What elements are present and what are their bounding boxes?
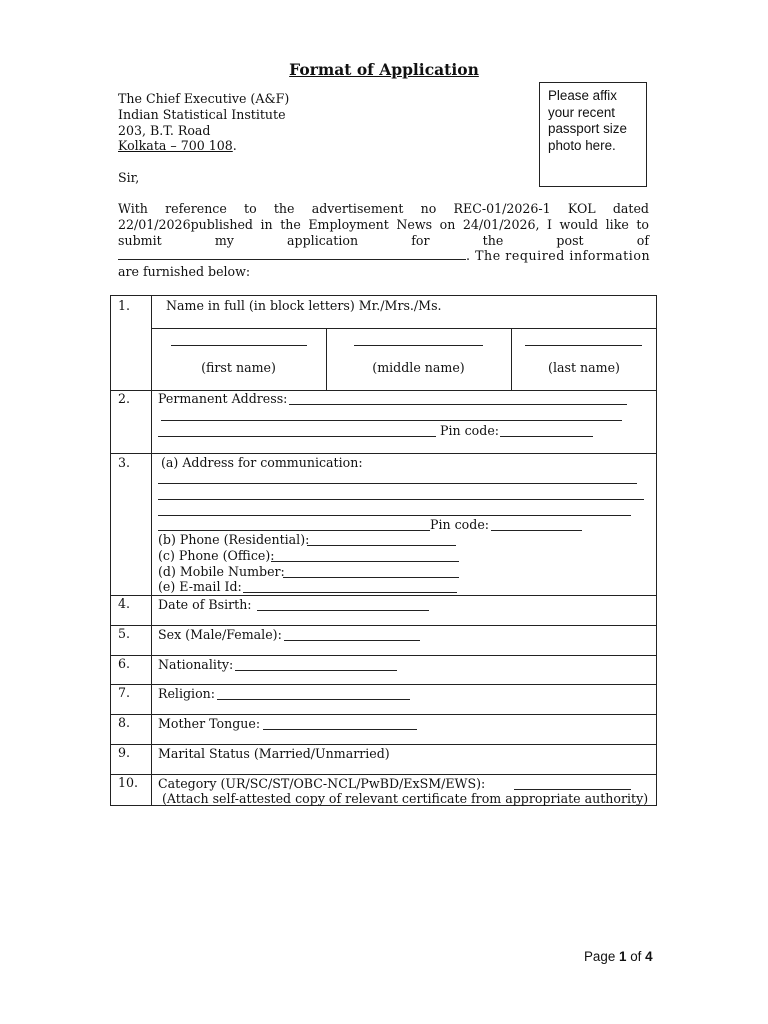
row-number: 7. bbox=[118, 685, 131, 700]
sex-input[interactable] bbox=[284, 628, 420, 641]
communication-address-label: (a) Address for communication: bbox=[161, 455, 363, 470]
intro-line: submit my application for the post of bbox=[118, 232, 649, 248]
communication-address-input[interactable] bbox=[158, 471, 637, 484]
pin-code-input[interactable] bbox=[500, 424, 593, 437]
post-blank[interactable] bbox=[118, 248, 466, 260]
middle-name-input[interactable] bbox=[354, 345, 483, 346]
sex-label: Sex (Male/Female): bbox=[158, 627, 282, 642]
photo-box[interactable] bbox=[539, 82, 647, 187]
pin-code-input[interactable] bbox=[491, 518, 582, 531]
communication-address-input[interactable] bbox=[158, 487, 644, 500]
phone-office-input[interactable] bbox=[271, 549, 459, 562]
name-label: Name in full (in block letters) Mr./Mrs./Ms. bbox=[166, 298, 442, 313]
pin-code-label: Pin code: bbox=[440, 423, 500, 438]
row-number: 9. bbox=[118, 745, 131, 760]
page-total: 4 bbox=[645, 949, 653, 964]
row-number: 10. bbox=[118, 775, 139, 790]
nationality-label: Nationality: bbox=[158, 657, 234, 672]
addressee-period: . bbox=[232, 138, 237, 154]
email-input[interactable] bbox=[243, 580, 457, 593]
last-name-input[interactable] bbox=[525, 345, 642, 346]
religion-label: Religion: bbox=[158, 686, 216, 701]
addressee-line: 203, B.T. Road bbox=[118, 122, 211, 138]
communication-address-input[interactable] bbox=[158, 518, 430, 531]
row-number: 3. bbox=[118, 455, 131, 470]
row-number: 6. bbox=[118, 656, 131, 671]
nationality-input[interactable] bbox=[235, 658, 397, 671]
addressee-line: The Chief Executive (A&F) bbox=[118, 91, 290, 106]
intro-paragraph bbox=[118, 201, 649, 280]
phone-residential-label: (b) Phone (Residential): bbox=[158, 532, 310, 547]
middle-name-caption: (middle name) bbox=[372, 360, 465, 375]
date-of-birth-label: Date of Bsirth: bbox=[158, 597, 252, 612]
marital-status-label: Marital Status (Married/Unmarried) bbox=[158, 746, 390, 761]
pin-code-label: Pin code: bbox=[430, 517, 490, 532]
page-prefix: Page bbox=[584, 949, 616, 964]
row-number: 4. bbox=[118, 596, 131, 611]
addressee-city: Kolkata – 700 108 bbox=[118, 138, 233, 154]
communication-address-input[interactable] bbox=[158, 503, 631, 516]
page-of: of bbox=[630, 949, 642, 964]
mobile-number-label: (d) Mobile Number: bbox=[158, 564, 285, 579]
salutation: Sir, bbox=[118, 170, 140, 185]
date-of-birth-input[interactable] bbox=[257, 598, 429, 611]
intro-line: With reference to the advertisement no REC-01/2026-1 KOL dated bbox=[118, 201, 649, 216]
email-label: (e) E-mail Id: bbox=[158, 579, 242, 594]
row-number: 8. bbox=[118, 715, 131, 730]
mother-tongue-input[interactable] bbox=[263, 717, 417, 730]
permanent-address-input[interactable] bbox=[289, 392, 627, 405]
mobile-number-input[interactable] bbox=[283, 565, 459, 578]
page-title: Format of Application bbox=[289, 60, 479, 79]
permanent-address-input[interactable] bbox=[161, 408, 622, 421]
application-table bbox=[110, 295, 657, 806]
addressee-line: Indian Statistical Institute bbox=[118, 106, 286, 122]
intro-suffix: . The required information bbox=[466, 248, 651, 264]
mother-tongue-label: Mother Tongue: bbox=[158, 716, 261, 731]
photo-instruction: photo here. bbox=[548, 137, 616, 153]
addressee-block bbox=[118, 91, 289, 154]
first-name-input[interactable] bbox=[171, 345, 307, 346]
category-note: (Attach self-attested copy of relevant certificate from appropriate authority) bbox=[162, 791, 649, 806]
phone-office-label: (c) Phone (Office): bbox=[158, 548, 275, 563]
last-name-caption: (last name) bbox=[548, 360, 620, 375]
category-input[interactable] bbox=[514, 777, 631, 790]
first-name-caption: (first name) bbox=[201, 360, 276, 375]
photo-instruction: Please affix bbox=[548, 88, 617, 103]
religion-input[interactable] bbox=[217, 687, 410, 700]
page-current: 1 bbox=[619, 949, 627, 964]
page-number bbox=[584, 949, 653, 964]
intro-line: 22/01/2026published in the Employment News on 24/01/2026, I would like to bbox=[118, 216, 649, 232]
permanent-address-label: Permanent Address: bbox=[158, 391, 288, 406]
intro-line: are furnished below: bbox=[118, 264, 251, 280]
intro-line bbox=[118, 248, 649, 264]
row-number: 5. bbox=[118, 626, 131, 641]
addressee-line bbox=[118, 138, 289, 154]
photo-instruction: passport size bbox=[548, 121, 627, 137]
row-number: 2. bbox=[118, 391, 131, 406]
category-label: Category (UR/SC/ST/OBC-NCL/PwBD/ExSM/EWS): bbox=[158, 776, 486, 791]
phone-residential-input[interactable] bbox=[307, 533, 456, 546]
photo-instruction: your recent bbox=[548, 104, 615, 120]
row-number: 1. bbox=[118, 298, 131, 313]
permanent-address-input[interactable] bbox=[158, 424, 436, 437]
